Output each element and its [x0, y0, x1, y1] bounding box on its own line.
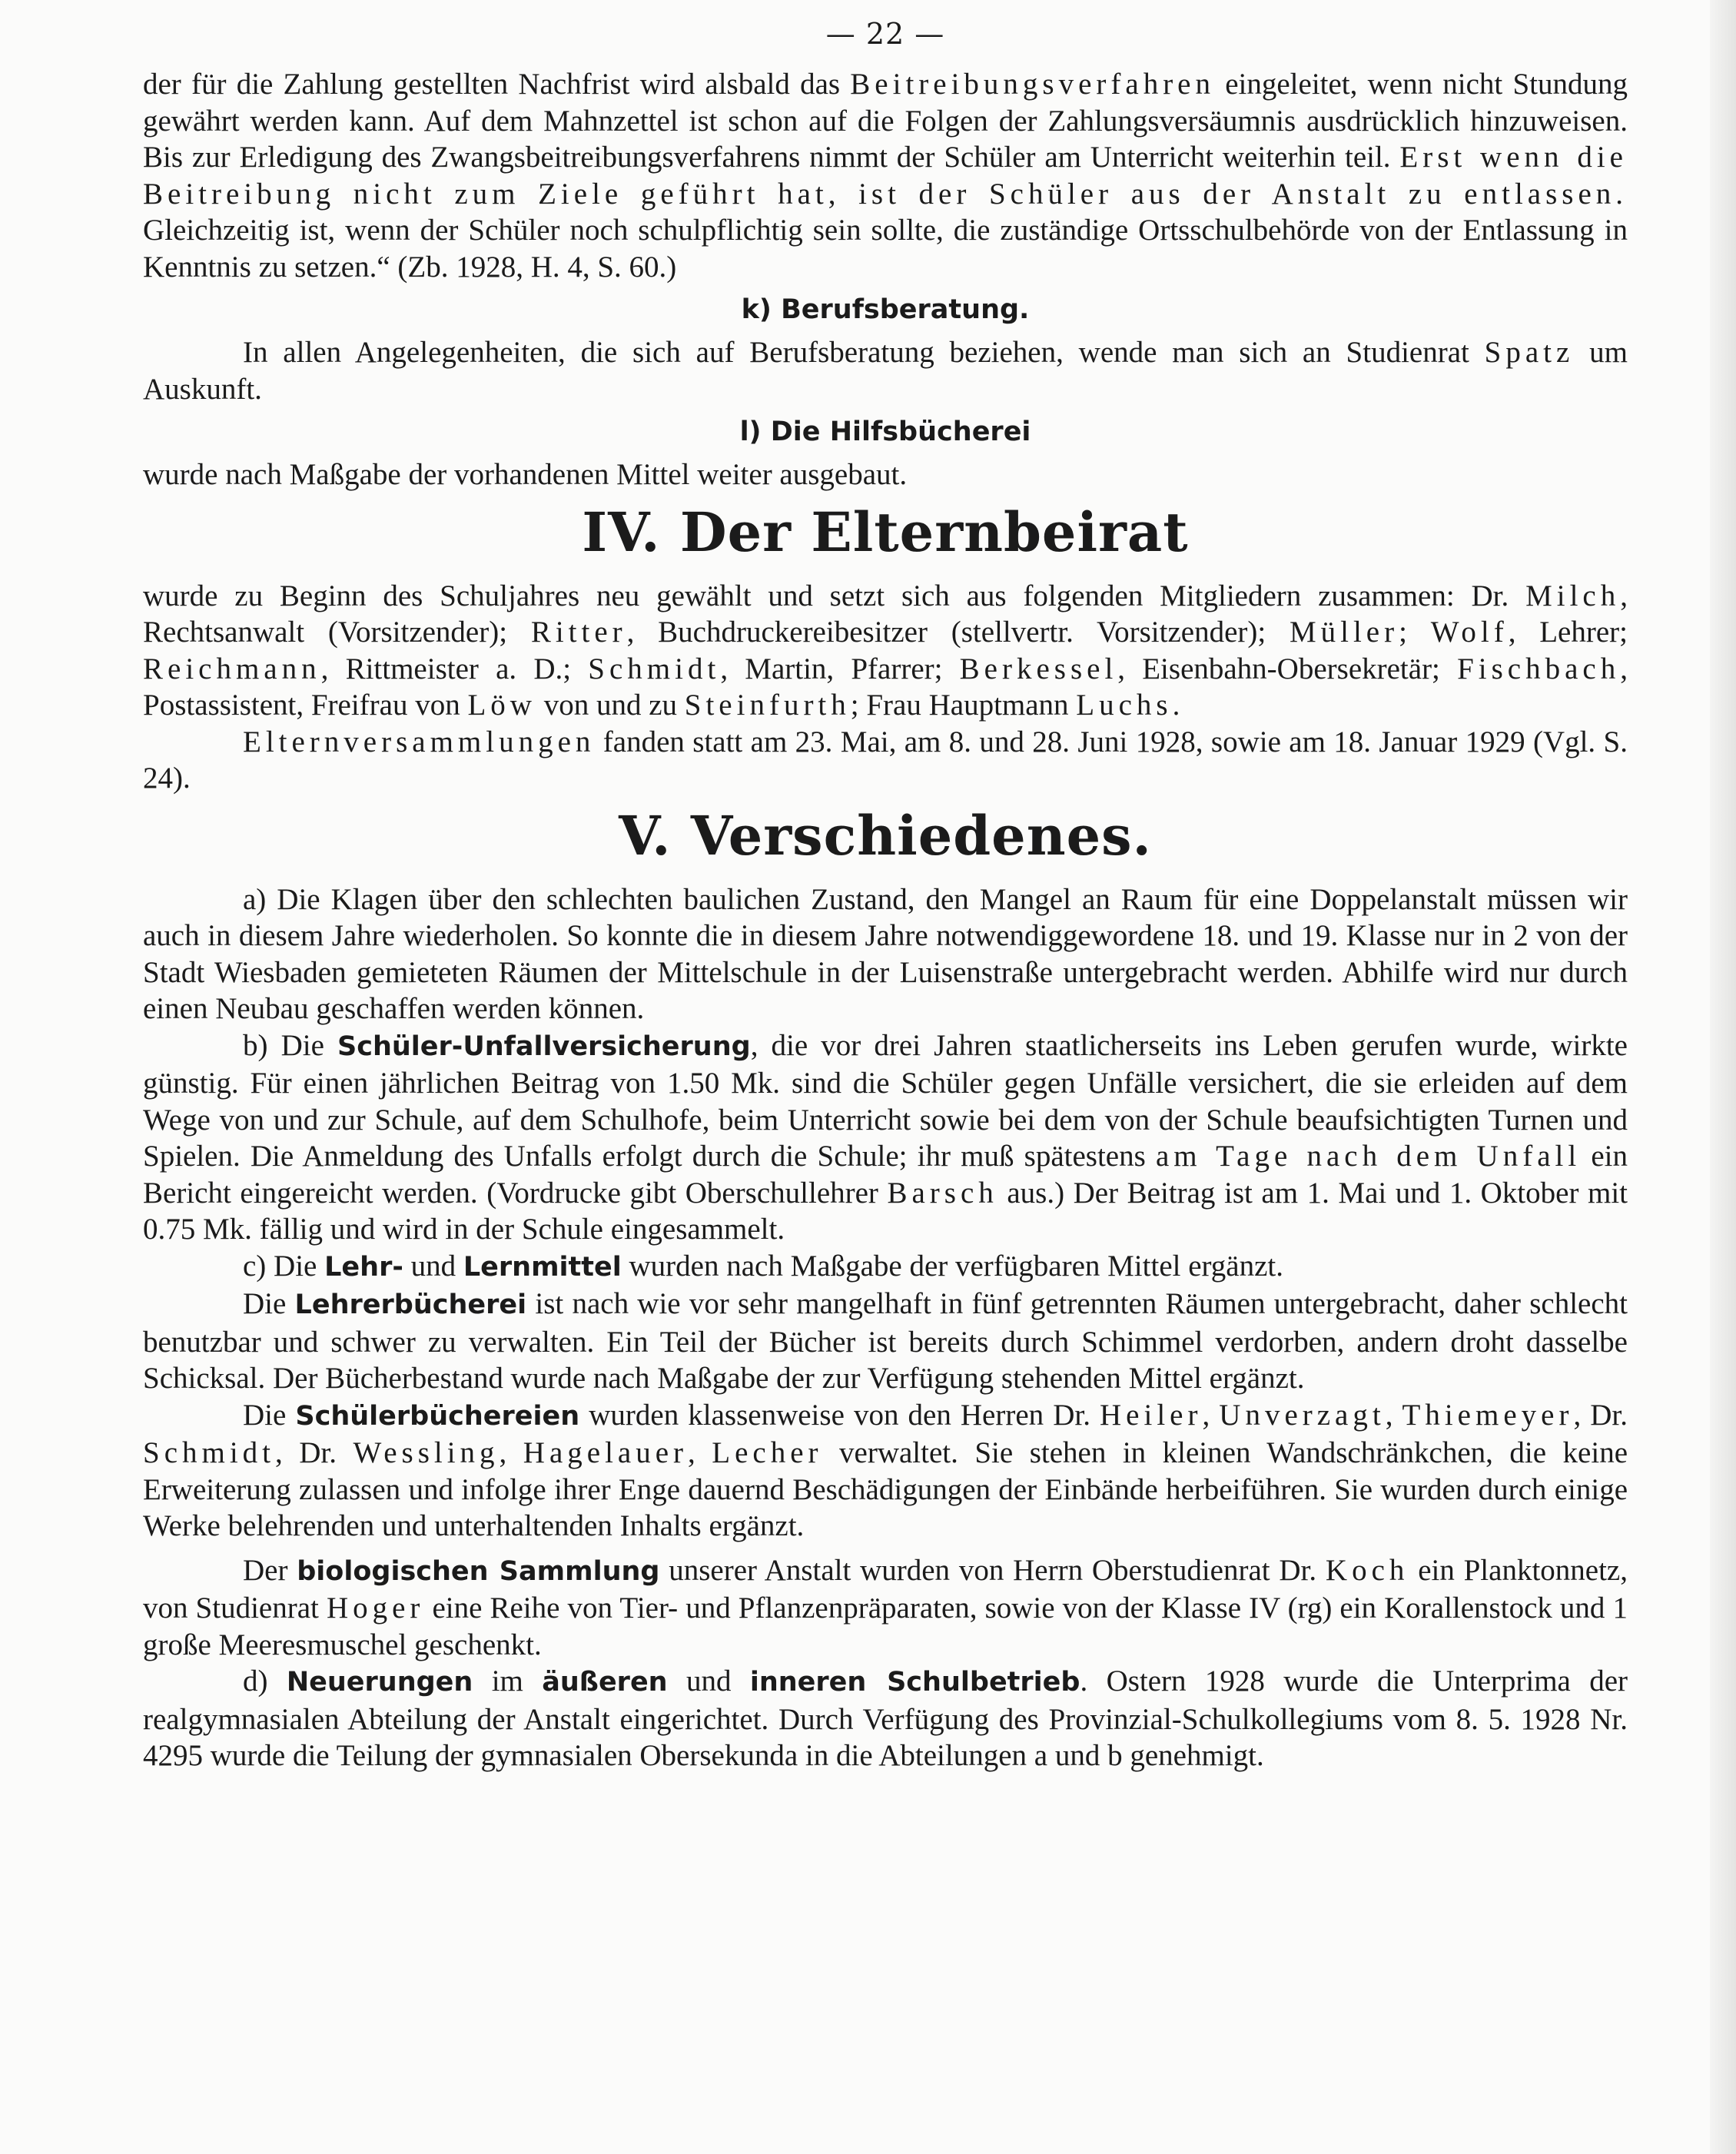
text-run: Die	[243, 1287, 295, 1320]
bold-term: Lehr-	[324, 1251, 403, 1283]
text-run: der für die Zahlung gestellten Nachfrist wird alsbald das	[143, 68, 851, 101]
text-run: wurden klassenweise von den Herren Dr.	[579, 1398, 1100, 1432]
text-run: ,	[1385, 1398, 1402, 1432]
paragraph-v-c-lehrerbuecherei	[143, 1286, 1628, 1397]
text-run: wurden nach Maßgabe der verfügbaren Mittel ergänzt.	[621, 1249, 1284, 1283]
paragraph-v-c-lernmittel	[143, 1248, 1628, 1286]
paragraph-hilfsbuecherei: wurde nach Maßgabe der vorhandenen Mittel weiter ausgebaut.	[143, 458, 908, 491]
person-name: Wessling	[353, 1436, 500, 1469]
text-run: ist nach wie vor sehr mangelhaft in fünf getrennten Räumen untergebracht, daher schlecht benutzbar und schwer zu verwalten. Ein Teil der Bücher ist bereits durch Schimmel verdorben, andern droht dasselbe Schicksal. Der Bücherbestand wurde nach Maßgabe der zur Verfügung stehenden Mittel ergänzt.	[143, 1287, 1628, 1395]
text-run: ein Planktonnetz, von Studienrat	[143, 1553, 1628, 1625]
text-run: eingeleitet, wenn nicht Stundung gewährt werden kann. Auf dem Mahnzettel ist schon auf die Folgen der Zahlungsversäumnis ausdrücklich hinzuweisen. Bis zur Erledigung des Zwangsbeitreibungsverfahrens nimmt der Schüler am Unterricht weiterhin teil.	[143, 68, 1628, 174]
person-name: Milch	[1525, 579, 1621, 612]
paragraph-v-d	[143, 1663, 1628, 1774]
paragraph-elternbeirat-members	[143, 578, 1628, 724]
text-run: wurde zu Beginn des Schuljahres neu gewählt und setzt sich aus folgenden Mitgliedern zusammen: Dr.	[143, 579, 1526, 612]
person-name: Thiemeyer	[1402, 1398, 1574, 1432]
text-run: aus.) Der Beitrag ist am 1. Mai und 1. Oktober mit 0.75 Mk. fällig und wird in der Schule eingesammelt.	[143, 1176, 1628, 1246]
text-run: , die vor drei Jahren staatlicherseits ins Leben gerufen wurde, wirkte günstig. Für einen jährlichen Beitrag von 1.50 Mk. sind die Schüler gegen Unfälle versichert, die sie erleiden auf dem Wege von und zur Schule, auf dem Schulhofe, beim Unterricht sowie bei dem von der Schule beaufsichtigten Turnen und Spielen. Die Anmeldung des Unfalls erfolgt durch die Schule; ihr muß spätestens	[143, 1028, 1628, 1173]
paragraph-gap	[143, 1545, 1628, 1552]
bold-term: Lernmittel	[463, 1251, 622, 1283]
text-run: ; Frau Hauptmann	[850, 689, 1077, 722]
text-run: In allen Angelegenheiten, die sich auf Berufsberatung beziehen, wende man sich an Studienrat	[243, 336, 1485, 369]
text-run: verwaltet. Sie stehen in kleinen Wandschränkchen, die keine Erweiterung zulassen und infolge ihrer Enge dauernd Beschädigungen der Einbände herbeiführen. Sie wurden durch einige Werke belehrenden und unterhaltenden Inhalts ergänzt.	[143, 1436, 1628, 1542]
section-title-elternbeirat: IV. Der Elternbeirat	[582, 500, 1189, 564]
person-name: Berkessel	[959, 652, 1118, 685]
text-run: ,	[688, 1436, 712, 1469]
person-name: Lecher	[712, 1436, 823, 1469]
person-name: Löw	[467, 689, 536, 722]
paragraph-v-c-schuelerbuechereien	[143, 1397, 1628, 1545]
text-run: und	[667, 1664, 750, 1698]
person-name: Ritter	[530, 616, 627, 649]
bold-term: biologischen Sammlung	[297, 1555, 660, 1587]
person-name: Wolf	[1430, 616, 1509, 649]
text-run: c) Die	[243, 1249, 325, 1283]
person-name: Luchs	[1076, 689, 1173, 722]
spaced-emphasis: am Tage nach dem Unfall	[1155, 1140, 1582, 1173]
text-run: um Auskunft.	[143, 336, 1628, 406]
bold-term: Schüler-Unfallversicherung	[337, 1031, 751, 1062]
subheading-hilfsbuecherei: l) Die Hilfsbücherei	[739, 417, 1031, 447]
page-edge-shadow	[1710, 0, 1736, 2154]
text-run: fanden statt am 23. Mai, am 8. und 28. Juni 1928, sowie am 18. Januar 1929 (Vgl. S. 24).	[143, 725, 1628, 795]
person-name: Schmidt	[143, 1436, 276, 1469]
text-run: b) Die	[243, 1028, 338, 1062]
spaced-term: Beitreibungsverfahren	[850, 68, 1215, 101]
person-name: Müller	[1289, 616, 1399, 649]
bold-term: Schülerbüchereien	[295, 1400, 580, 1432]
person-name: Steinfurth	[684, 689, 851, 722]
person-name: Hagelauer	[523, 1436, 689, 1469]
text-run: ,	[1202, 1398, 1220, 1432]
person-name: Fischbach	[1457, 652, 1621, 685]
bold-term: äußeren	[542, 1667, 668, 1698]
text-run: ,	[499, 1436, 523, 1469]
spaced-emphasis: Erst wenn die Beitreibung nicht zum Ziele geführt hat, ist der Schüler aus der Anstalt zu entlassen.	[143, 141, 1628, 211]
paragraph-v-a: a) Die Klagen über den schlechten baulichen Zustand, den Mangel an Raum für eine Doppelanstalt müssen wir auch in diesem Jahre wiederholen. So konnte die in diesem Jahre notwendiggewordene 18. und 19. Klasse nur in 2 von der Stadt Wiesbaden gemieteten Räumen der Mittelschule in der Luisenstraße untergebracht werden. Abhilfe wird nur durch einen Neubau geschaffen werden können.	[143, 882, 1628, 1025]
page-number: — 22 —	[825, 17, 945, 51]
bold-term: Lehrerbücherei	[294, 1289, 527, 1320]
text-run: , Dr.	[1573, 1398, 1628, 1432]
text-run: , Eisenbahn-Obersekretär;	[1117, 652, 1458, 685]
section-title-verschiedenes: V. Verschiedenes.	[619, 803, 1152, 868]
paragraph-v-c-sammlung	[143, 1552, 1628, 1664]
text-run: .	[1172, 689, 1180, 722]
text-run: . Ostern 1928 wurde die Unterprima der realgymnasialen Abteilung der Anstalt eingerichtet. Durch Verfügung des Provinzial-Schulkollegiums vom 8. 5. 1928 Nr. 4295 wurde die Teilung der gymnasialen Obersekunda in die Abteilungen a und b genehmigt.	[143, 1664, 1628, 1772]
spaced-term: Elternversammlungen	[243, 725, 596, 758]
text-run: , Postassistent, Freifrau von	[143, 652, 1628, 722]
subheading-berufsberatung: k) Berufsberatung.	[741, 294, 1030, 325]
text-run: von und zu	[536, 689, 685, 722]
text-run: Die	[243, 1398, 296, 1432]
text-run: , Rittmeister a. D.;	[320, 652, 589, 685]
text-run: Der	[243, 1553, 297, 1587]
bold-term: inneren Schulbetrieb	[749, 1667, 1080, 1698]
text-run: , Lehrer;	[1508, 616, 1628, 649]
text-run: , Buchdruckereibesitzer (stellvertr. Vorsitzender);	[626, 616, 1290, 649]
person-name: Heiler	[1100, 1398, 1203, 1432]
text-run: und	[403, 1249, 463, 1283]
text-run: Gleichzeitig ist, wenn der Schüler noch schulpflichtig sein sollte, die zuständige Ortsschulbehörde von der Entlassung in Kenntnis zu setzen.“ (Zb. 1928, H. 4, S. 60.)	[143, 214, 1628, 284]
text-run: , Rechtsanwalt (Vorsitzender);	[143, 579, 1628, 649]
text-run: im	[473, 1664, 543, 1698]
person-name: Schmidt	[588, 652, 721, 685]
text-run: ein Bericht eingereicht werden. (Vordrucke gibt Oberschullehrer	[143, 1140, 1628, 1210]
paragraph-v-b	[143, 1027, 1628, 1248]
person-name: Hoger	[326, 1591, 425, 1625]
text-run: d)	[243, 1664, 287, 1698]
person-name: Koch	[1325, 1553, 1409, 1587]
person-name: Reichmann	[143, 652, 321, 685]
bold-term: Neuerungen	[286, 1667, 473, 1698]
text-run: , Dr.	[275, 1436, 354, 1469]
text-run: unserer Anstalt wurden von Herrn Oberstudienrat Dr.	[659, 1553, 1326, 1587]
person-name: Barsch	[887, 1176, 998, 1210]
paragraph-elternversammlungen	[143, 724, 1628, 797]
paragraph-continuation	[143, 66, 1628, 285]
text-run: , Martin, Pfarrer;	[720, 652, 960, 685]
paragraph-berufsberatung	[143, 334, 1628, 407]
person-name: Unverzagt	[1219, 1398, 1386, 1432]
person-name: Spatz	[1484, 336, 1575, 369]
text-run: ;	[1399, 616, 1431, 649]
page-content	[143, 14, 1628, 1774]
text-run: eine Reihe von Tier- und Pflanzenpräparaten, sowie von der Klasse IV (rg) ein Korallenstock und 1 große Meeresmuschel geschenkt.	[143, 1591, 1628, 1661]
